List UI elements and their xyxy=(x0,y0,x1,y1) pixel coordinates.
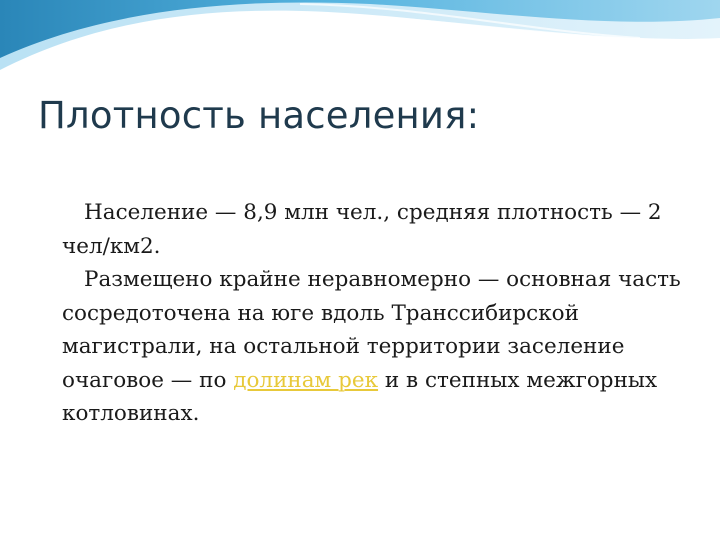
header-wave-decoration xyxy=(0,0,720,90)
paragraph-distribution-text-end: и в степных межгорных котловинах. xyxy=(62,367,658,426)
paragraph-distribution xyxy=(62,263,702,431)
slide-title: Плотность населения: xyxy=(38,94,480,137)
paragraph-population: Население — 8,9 млн чел., средняя плотность — 2 чел/км2. xyxy=(62,200,662,259)
slide-body xyxy=(62,196,702,431)
paragraph-distribution-text-start: Размещено крайне неравномерно — основная часть сосредоточена на юге вдоль Транссибирской магистрали, на остальной территории заселение очаговое — по xyxy=(62,267,681,393)
river-valleys-link[interactable]: долинам рек xyxy=(233,367,379,393)
